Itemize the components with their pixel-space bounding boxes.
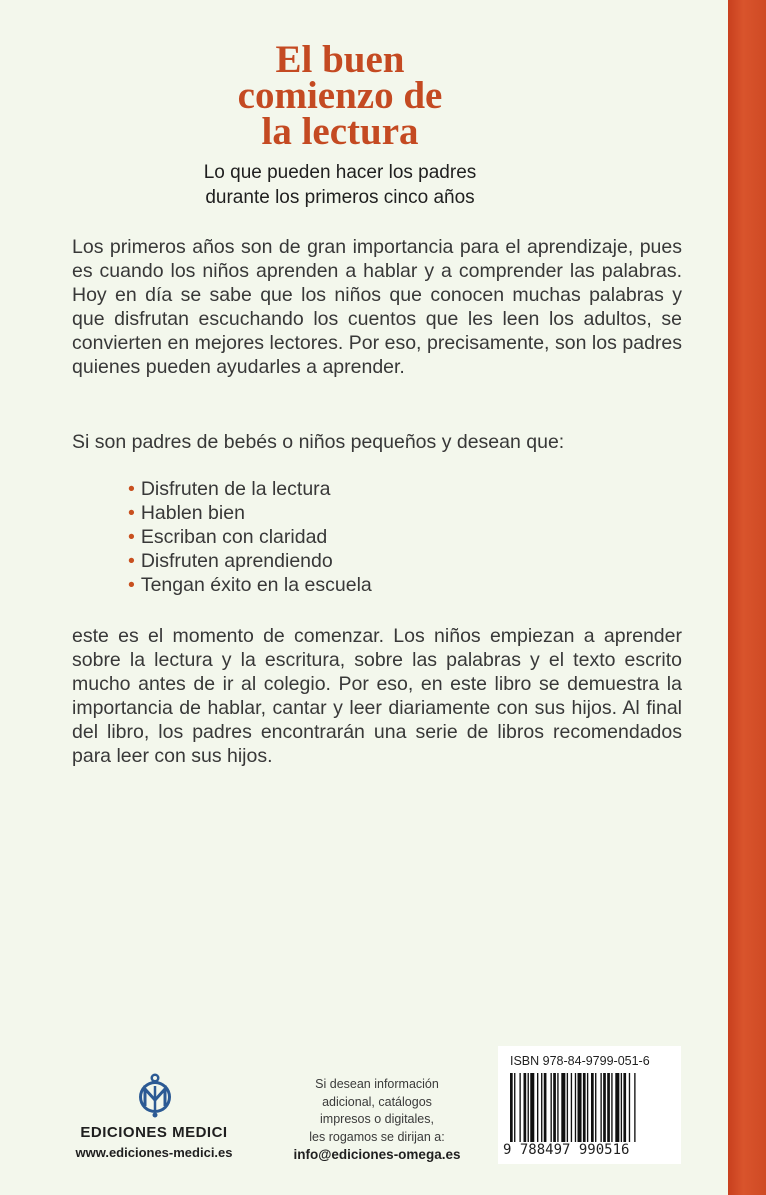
info-line-1: Si desean información [315,1077,439,1091]
list-item [128,477,372,501]
list-item-text: Disfruten de la lectura [140,478,331,500]
benefits-list [128,477,372,597]
bullet-icon: • [128,502,135,524]
book-title [150,38,530,153]
contact-email[interactable]: info@ediciones-omega.es [293,1147,461,1162]
bullet-icon: • [128,526,135,548]
title-line-1: El buen [275,38,405,81]
book-subtitle [150,160,530,210]
contact-info [282,1076,472,1164]
bullet-icon: • [128,478,135,500]
subtitle-line-2: durante los primeros cinco años [205,187,475,208]
list-item-text: Escriban con claridad [140,526,328,548]
list-item [128,573,372,597]
title-line-2: comienzo de [237,74,443,117]
info-line-2: adicional, catálogos [322,1094,432,1109]
list-item-text: Hablen bien [140,502,245,524]
bullet-icon: • [128,550,135,572]
lead-sentence: Si son padres de bebés o niños pequeños y desean que: [72,431,565,453]
barcode-panel [498,1046,681,1164]
book-spine-edge [728,0,766,1195]
list-item [128,501,372,525]
list-item-text: Disfruten aprendiendo [140,550,333,572]
list-item-text: Tengan éxito en la escuela [140,574,372,596]
info-line-4: les rogamos se dirijan a: [309,1129,445,1144]
isbn-label: ISBN 978-84-9799-051-6 [510,1054,650,1068]
medici-monogram-logo-icon [136,1072,174,1118]
info-line-3: impresos o digitales, [320,1112,434,1126]
publisher-url[interactable]: www.ediciones-medici.es [75,1145,233,1160]
bullet-icon: • [128,574,135,596]
list-item [128,525,372,549]
title-line-3: la lectura [261,110,419,153]
list-item [128,549,372,573]
barcode-digits: 9 788497 990516 [503,1142,678,1158]
subtitle-line-1: Lo que pueden hacer los padres [203,162,477,183]
closing-paragraph: este es el momento de comenzar. Los niños empiezan a aprender sobre la lectura y la escritura, sobre las palabras y el texto escrito mucho antes de ir al colegio. Por eso, en este libro se demuestra la importancia de hablar, cantar y leer diariamente con sus hijos. Al final del libro, los padres encontrarán una serie de libros recomendados para leer con sus hijos. [72,625,682,767]
intro-paragraph: Los primeros años son de gran importancia para el aprendizaje, pues es cuando los niños aprenden a hablar y a comprender las palabras. Hoy en día se sabe que los niños que conocen muchas palabras y que disfrutan escuchando los cuentos que les leen los adultos, se convierten en mejores lectores. Por eso, precisamente, son los padres quienes pueden ayudarles a aprender. [72,236,682,378]
publisher-name: EDICIONES MEDICI [80,1124,228,1141]
